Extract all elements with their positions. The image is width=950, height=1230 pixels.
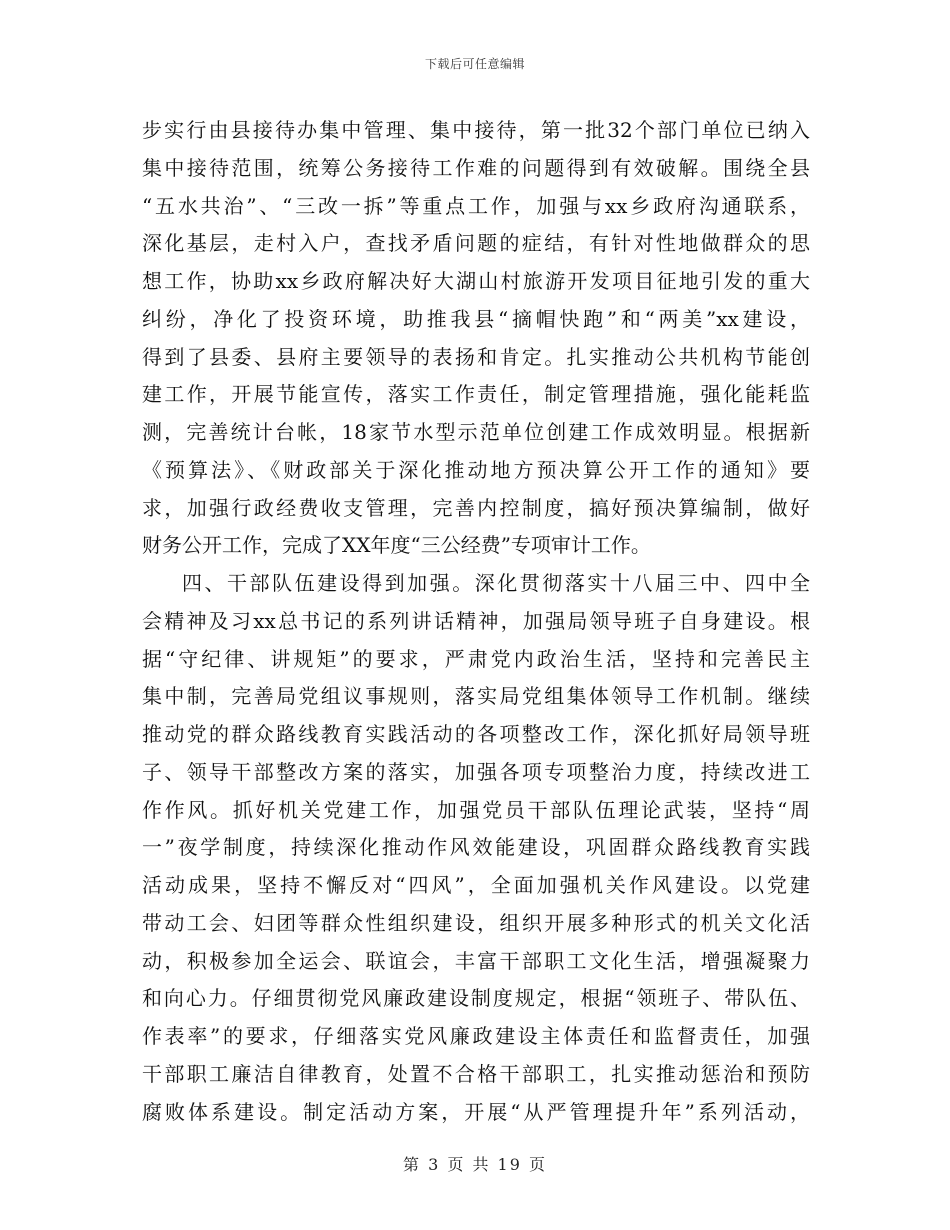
text-line: 想工作，协助xx乡政府解决好大湖山村旅游开发项目征地引发的重大	[142, 269, 810, 293]
text-line: 作作风。抓好机关党建工作，加强党员干部队伍理论武装，坚持“周	[142, 797, 810, 822]
text-line: 推动党的群众路线教育实践活动的各项整改工作，深化抓好局领导班	[142, 722, 810, 746]
text-line: 集中接待范围，统筹公务接待工作难的问题得到有效破解。围绕全县	[142, 155, 810, 180]
page-number-footer: 第 3 页 共 19 页	[403, 1155, 547, 1174]
text-line: “五水共治”、“三改一拆”等重点工作，加强与xx乡政府沟通联系，	[142, 193, 810, 218]
document-body	[142, 112, 810, 1131]
text-line: 集中制，完善局党组议事规则，落实局党组集体领导工作机制。继续	[142, 684, 810, 709]
text-line: 子、领导干部整改方案的落实，加强各项专项整治力度，持续改进工	[142, 759, 810, 784]
text-line: 腐败体系建设。制定活动方案，开展“从严管理提升年”系列活动，	[142, 1099, 810, 1124]
section-heading-line: 四、干部队伍建设得到加强。深化贯彻落实十八届三中、四中全	[182, 571, 810, 595]
text-line: 步实行由县接待办集中管理、集中接待，第一批32个部门单位已纳入	[142, 118, 810, 142]
text-line: 深化基层，走村入户，查找矛盾问题的症结，有针对性地做群众的思	[142, 231, 810, 256]
text-line: 《预算法》、《财政部关于深化推动地方预决算公开工作的通知》要	[142, 457, 810, 482]
text-line: 和向心力。仔细贯彻党风廉政建设制度规定，根据“领班子、带队伍、	[142, 986, 810, 1011]
text-line: 一”夜学制度，持续深化推动作风效能建设，巩固群众路线教育实践	[142, 835, 810, 860]
text-line: 会精神及习xx总书记的系列讲话精神，加强局领导班子自身建设。根	[142, 608, 810, 633]
text-line: 据“守纪律、讲规矩”的要求，严肃党内政治生活，坚持和完善民主	[142, 646, 810, 671]
text-line: 干部职工廉洁自律教育，处置不合格干部职工，扎实推动惩治和预防	[142, 1061, 810, 1086]
text-line: 建工作，开展节能宣传，落实工作责任，制定管理措施，强化能耗监	[142, 382, 810, 407]
text-line: 作表率”的要求，仔细落实党风廉政建设主体责任和监督责任，加强	[142, 1024, 810, 1048]
text-line: 纠纷，净化了投资环境，助推我县“摘帽快跑”和“两美”xx建设，	[142, 306, 810, 331]
text-line: 带动工会、妇团等群众性组织建设，组织开展多种形式的机关文化活	[142, 910, 810, 935]
text-line: 得到了县委、县府主要领导的表扬和肯定。扎实推动公共机构节能创	[142, 344, 810, 369]
text-line: 财务公开工作，完成了XX年度“三公经费”专项审计工作。	[142, 533, 651, 558]
text-line: 求，加强行政经费收支管理，完善内控制度，搞好预决算编制，做好	[142, 495, 810, 520]
text-line: 活动成果，坚持不懈反对“四风”，全面加强机关作风建设。以党建	[142, 873, 810, 897]
text-line: 测，完善统计台帐，18家节水型示范单位创建工作成效明显。根据新	[142, 420, 810, 444]
page-header: 下载后可任意编辑	[424, 57, 525, 71]
text-line: 动，积极参加全运会、联谊会，丰富干部职工文化生活，增强凝聚力	[142, 948, 810, 973]
